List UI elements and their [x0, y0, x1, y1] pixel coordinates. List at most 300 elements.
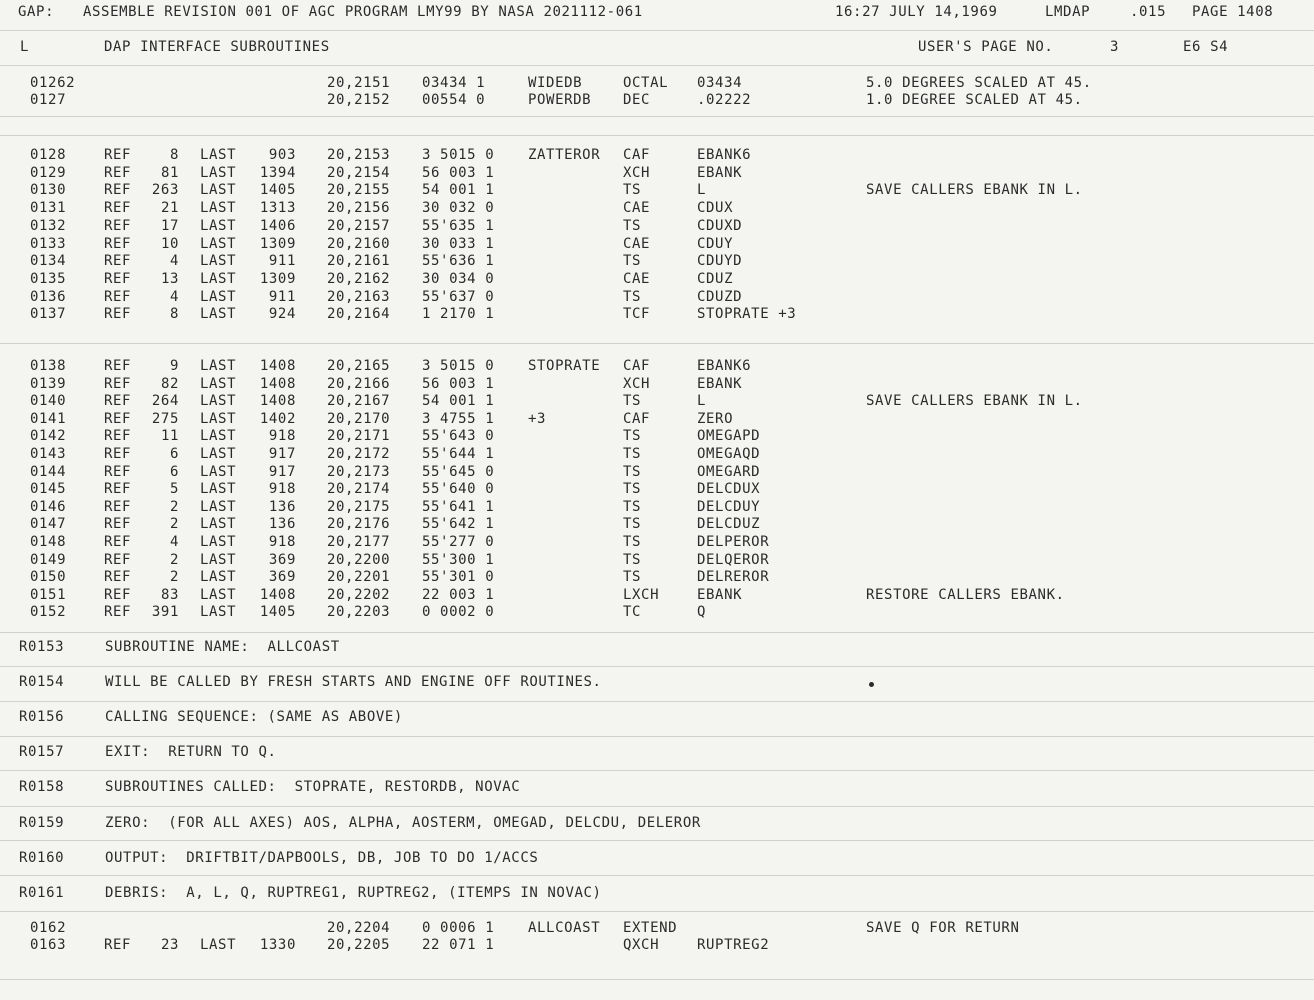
octal-word: 0 0002 0 [422, 604, 495, 621]
last-page: 136 [268, 498, 296, 515]
ref-keyword: REF [104, 498, 132, 515]
last-keyword: LAST [200, 604, 237, 621]
operand: DELQEROR [697, 551, 770, 568]
operand: EBANK [697, 586, 743, 603]
subheader-line [0, 38, 1314, 56]
ref-keyword: REF [104, 253, 132, 270]
opcode: XCH [623, 375, 651, 392]
address: 20,2202 [327, 586, 391, 603]
ref-keyword: REF [104, 463, 132, 480]
ruled-line [0, 343, 1314, 344]
listing-row [0, 217, 1314, 235]
remark-seq: R0159 [19, 814, 65, 831]
opcode: TS [623, 217, 642, 234]
ref-keyword: REF [104, 428, 132, 445]
address: 20,2204 [327, 920, 391, 936]
last-keyword: LAST [200, 147, 237, 163]
octal-word: 55'635 1 [422, 217, 495, 234]
seq-number: 0151 [30, 586, 67, 603]
last-page: 1405 [259, 182, 296, 199]
last-keyword: LAST [200, 182, 237, 199]
ref-count: 4 [169, 534, 179, 550]
listing-row [0, 288, 1314, 306]
seq-number: 0152 [30, 604, 67, 621]
comment: SAVE CALLERS EBANK IN L. [866, 182, 1083, 199]
last-page: 903 [268, 147, 296, 163]
seq-number: 01262 [30, 75, 76, 91]
octal-word: 55'640 0 [422, 481, 495, 498]
operand: DELREROR [697, 569, 770, 586]
address: 20,2173 [327, 463, 391, 480]
operand: DELPEROR [697, 534, 770, 550]
header-line [0, 3, 1314, 21]
address: 20,2174 [327, 481, 391, 498]
remark-row [0, 743, 1314, 761]
address: 20,2154 [327, 164, 391, 181]
seq-number: 0139 [30, 375, 67, 392]
listing-row [0, 410, 1314, 428]
ref-count: 2 [169, 516, 179, 533]
last-keyword: LAST [200, 393, 237, 410]
last-page: 369 [268, 551, 296, 568]
listing-row [0, 252, 1314, 270]
opcode: TS [623, 498, 642, 515]
ruled-line [0, 875, 1314, 876]
ruled-line [0, 666, 1314, 667]
comment: SAVE CALLERS EBANK IN L. [866, 393, 1083, 410]
octal-word: 0 0006 1 [422, 920, 495, 936]
last-page: 918 [268, 428, 296, 445]
last-keyword: LAST [200, 498, 237, 515]
listing-row [0, 146, 1314, 164]
listing-row [0, 568, 1314, 586]
print-mark [869, 682, 874, 687]
ref-count: 275 [151, 410, 179, 427]
last-keyword: LAST [200, 217, 237, 234]
operand: OMEGAPD [697, 428, 761, 445]
listing-row [0, 551, 1314, 569]
program-name: LMDAP [1045, 4, 1091, 20]
listing-row [0, 305, 1314, 323]
opcode: TS [623, 288, 642, 305]
last-keyword: LAST [200, 288, 237, 305]
last-keyword: LAST [200, 586, 237, 603]
address: 20,2157 [327, 217, 391, 234]
seq-number: 0148 [30, 534, 67, 550]
remark-row [0, 778, 1314, 796]
ref-count: 2 [169, 551, 179, 568]
octal-word: 30 033 1 [422, 235, 495, 252]
ref-count: 4 [169, 253, 179, 270]
address: 20,2170 [327, 410, 391, 427]
ref-keyword: REF [104, 164, 132, 181]
ref-keyword: REF [104, 270, 132, 287]
last-page: 918 [268, 534, 296, 550]
octal-word: 1 2170 1 [422, 306, 495, 323]
opcode: TCF [623, 306, 651, 323]
seq-number: 0133 [30, 235, 67, 252]
octal-word: 55'637 0 [422, 288, 495, 305]
ref-keyword: REF [104, 937, 132, 953]
operand: CDUYD [697, 253, 743, 270]
operand: L [697, 393, 707, 410]
last-keyword: LAST [200, 534, 237, 550]
ref-keyword: REF [104, 358, 132, 374]
listing-row [0, 480, 1314, 498]
remark-row [0, 673, 1314, 691]
remark-seq: R0156 [19, 709, 65, 726]
last-page: 1313 [259, 200, 296, 217]
octal-word: 55'277 0 [422, 534, 495, 550]
address: 20,2176 [327, 516, 391, 533]
address: 20,2172 [327, 446, 391, 462]
seq-number: 0143 [30, 446, 67, 462]
octal-word: 55'636 1 [422, 253, 495, 270]
opcode: TS [623, 393, 642, 410]
ref-keyword: REF [104, 446, 132, 462]
last-keyword: LAST [200, 446, 237, 462]
listing-row [0, 586, 1314, 604]
listing-row [0, 603, 1314, 621]
listing-row [0, 515, 1314, 533]
octal-word: 22 071 1 [422, 937, 495, 953]
last-page: 917 [268, 446, 296, 462]
operand: L [697, 182, 707, 199]
remark-row [0, 849, 1314, 867]
listing-row [0, 181, 1314, 199]
address: 20,2175 [327, 498, 391, 515]
listing-row [0, 498, 1314, 516]
assemble-title: ASSEMBLE REVISION 001 OF AGC PROGRAM LMY99 BY NASA 2021112-061 [83, 4, 643, 20]
last-page: 136 [268, 516, 296, 533]
opcode: TS [623, 534, 642, 550]
ref-keyword: REF [104, 569, 132, 586]
last-keyword: LAST [200, 428, 237, 445]
opcode: CAE [623, 200, 651, 217]
last-keyword: LAST [200, 516, 237, 533]
octal-word: 3 4755 1 [422, 410, 495, 427]
opcode: DEC [623, 92, 651, 108]
octal-word: 55'643 0 [422, 428, 495, 445]
address: 20,2156 [327, 200, 391, 217]
octal-word: 00554 0 [422, 92, 486, 108]
ref-count: 2 [169, 498, 179, 515]
seq-number: 0145 [30, 481, 67, 498]
last-keyword: LAST [200, 270, 237, 287]
octal-word: 56 003 1 [422, 375, 495, 392]
ref-count: 264 [151, 393, 179, 410]
ref-keyword: REF [104, 516, 132, 533]
opcode: TS [623, 446, 642, 462]
ruled-line [0, 840, 1314, 841]
seq-number: 0140 [30, 393, 67, 410]
listing-row [0, 445, 1314, 463]
last-keyword: LAST [200, 569, 237, 586]
octal-word: 55'644 1 [422, 446, 495, 462]
operand: OMEGAQD [697, 446, 761, 462]
seq-number: 0144 [30, 463, 67, 480]
ref-count: 82 [160, 375, 179, 392]
address: 20,2171 [327, 428, 391, 445]
ruled-line [0, 770, 1314, 771]
last-page: 911 [268, 288, 296, 305]
remark-text: WILL BE CALLED BY FRESH STARTS AND ENGINE OFF ROUTINES. [105, 674, 602, 691]
listing-row [0, 463, 1314, 481]
remark-row [0, 638, 1314, 656]
ref-keyword: REF [104, 551, 132, 568]
address: 20,2163 [327, 288, 391, 305]
octal-word: 55'300 1 [422, 551, 495, 568]
operand: DELCDUZ [697, 516, 761, 533]
last-page: 924 [268, 306, 296, 323]
label: STOPRATE [528, 358, 601, 374]
last-page: 369 [268, 569, 296, 586]
ruled-line [0, 979, 1314, 980]
timestamp: 16:27 JULY 14,1969 [835, 4, 998, 20]
ref-count: 6 [169, 463, 179, 480]
opcode: CAF [623, 410, 651, 427]
remark-text: SUBROUTINES CALLED: STOPRATE, RESTORDB, NOVAC [105, 779, 521, 796]
ref-count: 11 [160, 428, 179, 445]
ref-count: 23 [160, 937, 179, 953]
octal-word: 3 5015 0 [422, 147, 495, 163]
remark-seq: R0160 [19, 849, 65, 866]
revision: .015 [1130, 4, 1167, 20]
seq-number: 0134 [30, 253, 67, 270]
ref-count: 4 [169, 288, 179, 305]
remark-seq: R0157 [19, 744, 65, 761]
opcode: TC [623, 604, 642, 621]
remark-seq: R0161 [19, 884, 65, 901]
last-keyword: LAST [200, 235, 237, 252]
operand: EBANK6 [697, 358, 752, 374]
listing-row [0, 357, 1314, 375]
seq-number: 0129 [30, 164, 67, 181]
label: ZATTEROR [528, 147, 601, 163]
listing-row [0, 936, 1314, 954]
ruled-line [0, 30, 1314, 31]
ref-keyword: REF [104, 393, 132, 410]
listing-row [0, 235, 1314, 253]
octal-word: 03434 1 [422, 75, 486, 91]
comment: SAVE Q FOR RETURN [866, 920, 1020, 936]
remark-text: CALLING SEQUENCE: (SAME AS ABOVE) [105, 709, 403, 726]
opcode: TS [623, 253, 642, 270]
address: 20,2166 [327, 375, 391, 392]
last-page: 1330 [259, 937, 296, 953]
ref-keyword: REF [104, 217, 132, 234]
user-page-label: USER'S PAGE NO. [918, 39, 1054, 55]
listing-row [0, 533, 1314, 551]
ruled-line [0, 701, 1314, 702]
ruled-line [0, 116, 1314, 117]
seq-number: 0149 [30, 551, 67, 568]
last-keyword: LAST [200, 375, 237, 392]
ref-keyword: REF [104, 147, 132, 163]
operand: 03434 [697, 75, 743, 91]
address: 20,2160 [327, 235, 391, 252]
octal-word: 54 001 1 [422, 393, 495, 410]
last-keyword: LAST [200, 200, 237, 217]
opcode: TS [623, 516, 642, 533]
seq-number: 0137 [30, 306, 67, 323]
opcode: CAE [623, 270, 651, 287]
last-page: 1406 [259, 217, 296, 234]
octal-word: 22 003 1 [422, 586, 495, 603]
ref-count: 8 [169, 147, 179, 163]
ref-keyword: REF [104, 586, 132, 603]
operand: OMEGARD [697, 463, 761, 480]
ref-count: 391 [151, 604, 179, 621]
remark-text: DEBRIS: A, L, Q, RUPTREG1, RUPTREG2, (ITEMPS IN NOVAC) [105, 884, 602, 901]
ref-keyword: REF [104, 306, 132, 323]
remark-seq: R0153 [19, 639, 65, 655]
operand: CDUXD [697, 217, 743, 234]
ref-count: 6 [169, 446, 179, 462]
last-keyword: LAST [200, 306, 237, 323]
octal-word: 30 034 0 [422, 270, 495, 287]
opcode: QXCH [623, 937, 660, 953]
opcode: CAF [623, 147, 651, 163]
seq-number: 0136 [30, 288, 67, 305]
last-page: 1408 [259, 375, 296, 392]
opcode: CAF [623, 358, 651, 374]
opcode: LXCH [623, 586, 660, 603]
comment: 5.0 DEGREES SCALED AT 45. [866, 75, 1092, 91]
last-keyword: LAST [200, 463, 237, 480]
user-page-number: 3 [1110, 39, 1120, 55]
ref-count: 17 [160, 217, 179, 234]
ref-count: 10 [160, 235, 179, 252]
listing-row [0, 199, 1314, 217]
opcode: TS [623, 182, 642, 199]
comment: RESTORE CALLERS EBANK. [866, 586, 1065, 603]
listing-row [0, 91, 1314, 109]
octal-word: 3 5015 0 [422, 358, 495, 374]
last-keyword: LAST [200, 551, 237, 568]
last-keyword: LAST [200, 937, 237, 953]
remark-seq: R0154 [19, 674, 65, 691]
remark-row [0, 884, 1314, 902]
opcode: OCTAL [623, 75, 669, 91]
operand: CDUX [697, 200, 734, 217]
address: 20,2153 [327, 147, 391, 163]
listing-row [0, 392, 1314, 410]
octal-word: 56 003 1 [422, 164, 495, 181]
seq-number: 0146 [30, 498, 67, 515]
operand: EBANK6 [697, 147, 752, 163]
seq-number: 0135 [30, 270, 67, 287]
last-keyword: LAST [200, 358, 237, 374]
seq-number: 0132 [30, 217, 67, 234]
last-page: 917 [268, 463, 296, 480]
comment: 1.0 DEGREE SCALED AT 45. [866, 92, 1083, 108]
last-keyword: LAST [200, 164, 237, 181]
octal-word: 55'301 0 [422, 569, 495, 586]
remark-row [0, 708, 1314, 726]
operand: CDUZD [697, 288, 743, 305]
ref-keyword: REF [104, 235, 132, 252]
operand: DELCDUY [697, 498, 761, 515]
seq-number: 0141 [30, 410, 67, 427]
ref-count: 21 [160, 200, 179, 217]
label: WIDEDB [528, 75, 583, 91]
address: 20,2167 [327, 393, 391, 410]
last-page: 1309 [259, 270, 296, 287]
operand: CDUZ [697, 270, 734, 287]
ruled-line [0, 911, 1314, 912]
octal-word: 54 001 1 [422, 182, 495, 199]
gap-label: GAP: [18, 4, 55, 20]
ref-keyword: REF [104, 200, 132, 217]
remark-seq: R0158 [19, 779, 65, 796]
ref-count: 8 [169, 306, 179, 323]
address: 20,2164 [327, 306, 391, 323]
ruled-line [0, 632, 1314, 633]
label: ALLCOAST [528, 920, 601, 936]
ref-count: 2 [169, 569, 179, 586]
remark-text: OUTPUT: DRIFTBIT/DAPBOOLS, DB, JOB TO DO 1/ACCS [105, 849, 539, 866]
listing-row [0, 270, 1314, 288]
remark-text: SUBROUTINE NAME: ALLCOAST [105, 639, 340, 655]
ref-count: 5 [169, 481, 179, 498]
last-keyword: LAST [200, 481, 237, 498]
operand: CDUY [697, 235, 734, 252]
listing-row [0, 375, 1314, 393]
last-page: 1408 [259, 586, 296, 603]
ref-keyword: REF [104, 410, 132, 427]
address: 20,2155 [327, 182, 391, 199]
ruled-line [0, 135, 1314, 136]
ref-count: 81 [160, 164, 179, 181]
ref-keyword: REF [104, 534, 132, 550]
address: 20,2201 [327, 569, 391, 586]
label: +3 [528, 410, 547, 427]
opcode: TS [623, 551, 642, 568]
seq-number: 0128 [30, 147, 67, 163]
last-keyword: LAST [200, 253, 237, 270]
opcode: EXTEND [623, 920, 678, 936]
opcode: CAE [623, 235, 651, 252]
operand: Q [697, 604, 707, 621]
seq-number: 0147 [30, 516, 67, 533]
seq-number: 0142 [30, 428, 67, 445]
operand: ZERO [697, 410, 734, 427]
ref-count: 263 [151, 182, 179, 199]
ref-count: 9 [169, 358, 179, 374]
operand: STOPRATE +3 [697, 306, 797, 323]
seq-number: 0130 [30, 182, 67, 199]
ref-keyword: REF [104, 182, 132, 199]
last-page: 1405 [259, 604, 296, 621]
listing-row [0, 427, 1314, 445]
seq-number: 0138 [30, 358, 67, 374]
address: 20,2162 [327, 270, 391, 287]
ruled-line [0, 806, 1314, 807]
remark-row [0, 814, 1314, 832]
ref-keyword: REF [104, 288, 132, 305]
remark-text: EXIT: RETURN TO Q. [105, 744, 277, 761]
address: 20,2152 [327, 92, 391, 108]
opcode: TS [623, 569, 642, 586]
ruled-line [0, 65, 1314, 66]
ruled-line [0, 736, 1314, 737]
address: 20,2200 [327, 551, 391, 568]
address: 20,2203 [327, 604, 391, 621]
address: 20,2151 [327, 75, 391, 91]
opcode: TS [623, 481, 642, 498]
label: POWERDB [528, 92, 592, 108]
